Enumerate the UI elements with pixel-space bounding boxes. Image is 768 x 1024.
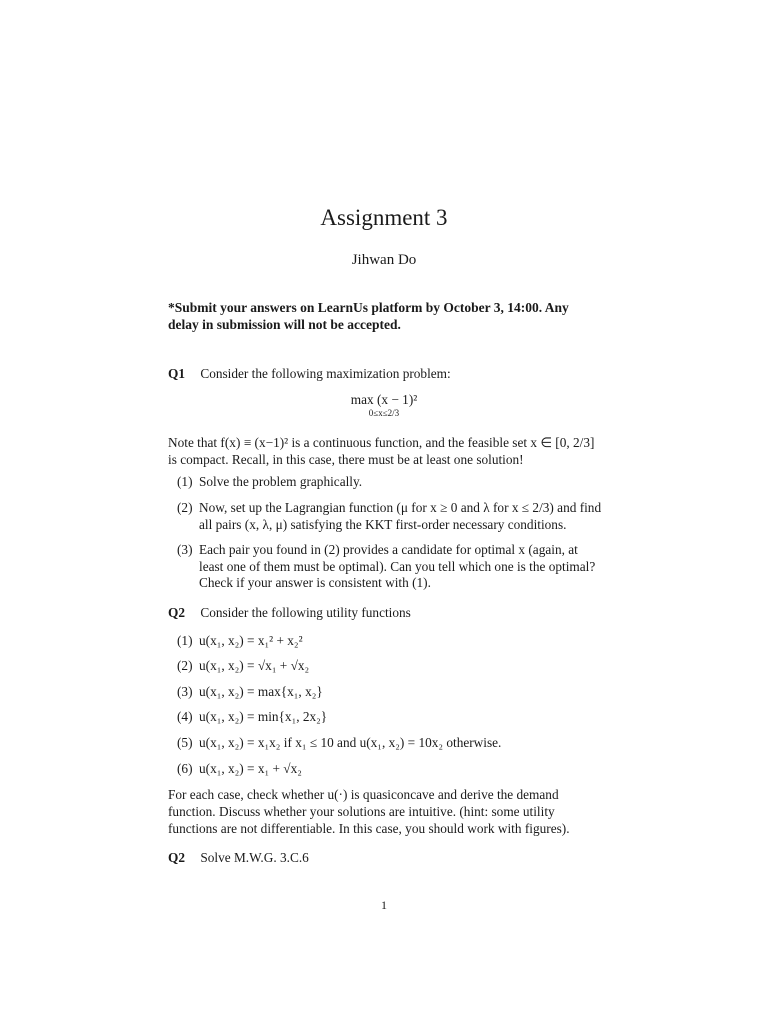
q2-item-number: (4) (177, 709, 193, 724)
q2-item (177, 633, 602, 650)
q1-problem (0, 392, 768, 418)
q1-intro: Consider the following maximization problem: (200, 366, 451, 381)
q1-item (177, 542, 602, 592)
q2-item-number: (3) (177, 684, 193, 699)
q3-label: Q2 (168, 850, 185, 865)
q1-item-number: (1) (177, 474, 193, 489)
q2-item-text: u(x₁, x₂) = √x₁ + √x₂ (199, 658, 310, 673)
q3-text: Solve M.W.G. 3.C.6 (200, 850, 309, 865)
q2-item (177, 684, 602, 701)
q2-item-text: u(x₁, x₂) = x₁² + x₂² (199, 633, 303, 648)
q2-item-text: u(x₁, x₂) = x₁x₂ if x₁ ≤ 10 and u(x₁, x₂) = 10x₂ otherwise. (199, 735, 502, 750)
q1-item (177, 500, 602, 533)
author-name: Jihwan Do (351, 252, 417, 268)
q2-item-number: (5) (177, 735, 193, 750)
q2-item (177, 709, 602, 726)
q1-item-text: Each pair you found in (2) provides a candidate for optimal x (again, at least one of them must be optimal). Can you tell which one is the optimal? Check if your answer is consistent with (1). (199, 542, 596, 590)
q2-closing: For each case, check whether u(·) is quasiconcave and derive the demand function. Discuss whether your solutions are intuitive. (hint: some utility functions are not differentiable. In this case, you should work with figures). (168, 787, 570, 836)
q2-item-number: (2) (177, 658, 193, 673)
q2-heading (168, 605, 411, 621)
q1-note: Note that f(x) ≡ (x−1)² is a continuous function, and the feasible set x ∈ [0, 2/3] is compact. Recall, in this case, there must be at least one solution! (168, 435, 595, 467)
q1-item-text: Now, set up the Lagrangian function (μ for x ≥ 0 and λ for x ≤ 2/3) and find all pairs (x, λ, μ) satisfying the KKT first-order necessary conditions. (199, 500, 602, 532)
q2-item-number: (1) (177, 633, 193, 648)
q2-label: Q2 (168, 605, 185, 620)
q2-item-text: u(x₁, x₂) = max{x₁, x₂} (199, 684, 323, 699)
q1-item-number: (3) (177, 542, 193, 557)
q1-heading (168, 366, 451, 382)
q1-label: Q1 (168, 366, 185, 381)
q2-item-number: (6) (177, 761, 193, 776)
q2-intro: Consider the following utility functions (200, 605, 411, 620)
q2-item (177, 761, 602, 778)
q2-item (177, 658, 602, 675)
q1-problem-constraint: 0≤x≤2/3 (368, 408, 400, 418)
q2-item-text: u(x₁, x₂) = x₁ + √x₂ (199, 761, 302, 776)
q1-item (177, 474, 602, 491)
q3-heading (168, 850, 309, 866)
q1-problem-objective: max (x − 1)² (350, 392, 418, 407)
q1-item-text: Solve the problem graphically. (199, 474, 363, 489)
q2-item (177, 735, 602, 752)
page-number: 1 (381, 898, 387, 912)
page-title: Assignment 3 (320, 205, 448, 230)
submission-notice: *Submit your answers on LearnUs platform by October 3, 14:00. Any delay in submission will not be accepted. (168, 300, 569, 332)
q2-item-text: u(x₁, x₂) = min{x₁, 2x₂} (199, 709, 328, 724)
q1-item-number: (2) (177, 500, 193, 515)
